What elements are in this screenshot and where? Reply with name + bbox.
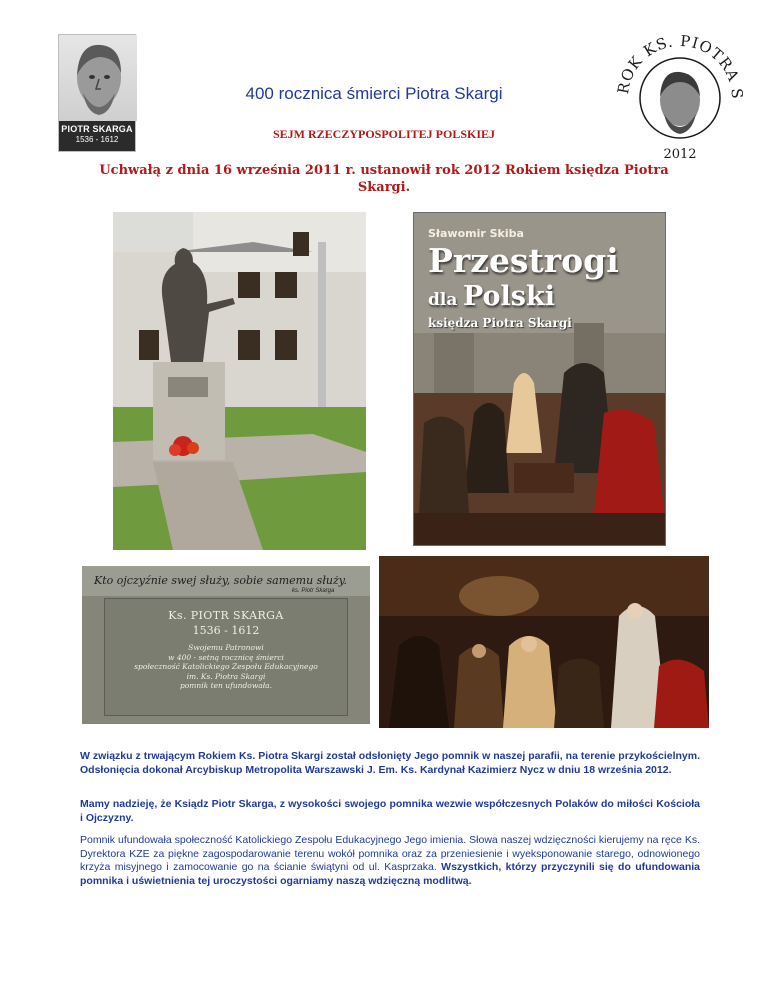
- book-author: Sławomir Skiba: [428, 227, 524, 240]
- paragraph-hope: Mamy nadzieję, że Ksiądz Piotr Skarga, z wysokości swojego pomnika wezwie współczesnych Polaków do miłości Kościoła i Ojczyzny.: [80, 798, 700, 824]
- seal-ring-text: ROK KS. PIOTRA S: [613, 31, 747, 101]
- plaque-line: im. Ks. Piotra Skargi: [186, 671, 266, 681]
- book-title-line3: księdza Piotra Skargi: [428, 316, 572, 330]
- photo-monument: [113, 212, 366, 550]
- plaque-line: społeczność Katolickiego Zespołu Edukacyjnego: [134, 662, 318, 671]
- plaque-line: Swojemu Patronowi: [188, 643, 264, 652]
- page-title: 400 rocznica śmierci Piotra Skargi: [245, 84, 503, 103]
- sejm-heading: SEJM RZECZYPOSPOLITEJ POLSKIEJ: [272, 127, 496, 141]
- photo-plaque: [82, 566, 370, 724]
- plaque-name: Ks. PIOTR SKARGA: [168, 609, 284, 622]
- book-cover: [413, 212, 666, 546]
- plaque-years: 1536 - 1612: [192, 624, 260, 637]
- plaque-line: w 400 - setną rocznicę śmierci: [168, 652, 284, 662]
- plaque-motto: Kto ojczyźnie swej służy, sobie samemu służy.: [94, 574, 348, 587]
- plaque-motto-author: ks. Piotr Skarga: [292, 588, 335, 594]
- logo-nameplate: [59, 121, 135, 151]
- resolution-text: Uchwałą z dnia 16 września 2011 r. ustanowił rok 2012 Rokiem księdza Piotra Skargi.: [99, 163, 669, 195]
- seal-rok-skargi: [612, 30, 748, 166]
- book-title-line1: Przestrogi: [428, 241, 619, 280]
- logo-name: PIOTR SKARGA: [61, 124, 133, 134]
- paragraph-thanks-text: Pomnik ufundowała społeczność Katolickiego Zespołu Edukacyjnego Jego imienia. Słowa naszej wdzięczności kierujemy na ręce Ks. Dyrektora KZE za piękne zagospodarowanie terenu wokół pomnika oraz za przeniesienie i wyeksponowanie starego, odnowionego krzyża misyjnego i zamocowanie go na ścianie świątyni od ul. Kasprzaka.: [80, 834, 700, 873]
- paragraph-thanks: [80, 834, 700, 888]
- plaque-inscription: [104, 598, 348, 716]
- book-title-line2: [428, 281, 555, 312]
- paragraph-thanks-bold: Wszystkich, którzy przyczynili się do ufundowania pomnika i uświetnienia tej uroczystości ogarniamy naszą wdzięczną modlitwą.: [80, 861, 701, 887]
- book-title-dla: dla: [428, 290, 458, 310]
- logo-years: 1536 - 1612: [75, 135, 119, 144]
- seal-year: 2012: [663, 147, 697, 162]
- paragraph-unveiling: W związku z trwającym Rokiem Ks. Piotra Skargi został odsłonięty Jego pomnik w naszej parafii, na terenie przykościelnym. Odsłonięcia dokonał Arcybiskup Metropolita Warszawski J. Em. Ks. Kardynał Kazimierz Nycz w dniu 18 września 2012.: [80, 750, 700, 776]
- logo-piotr-skarga: [58, 34, 136, 152]
- painting-kazanie-skargi: [379, 556, 709, 728]
- plaque-line: pomnik ten ufundowała.: [179, 681, 272, 690]
- plaque-body: [105, 643, 347, 691]
- book-title-polski: Polski: [462, 281, 555, 312]
- portrait-image: [59, 35, 137, 121]
